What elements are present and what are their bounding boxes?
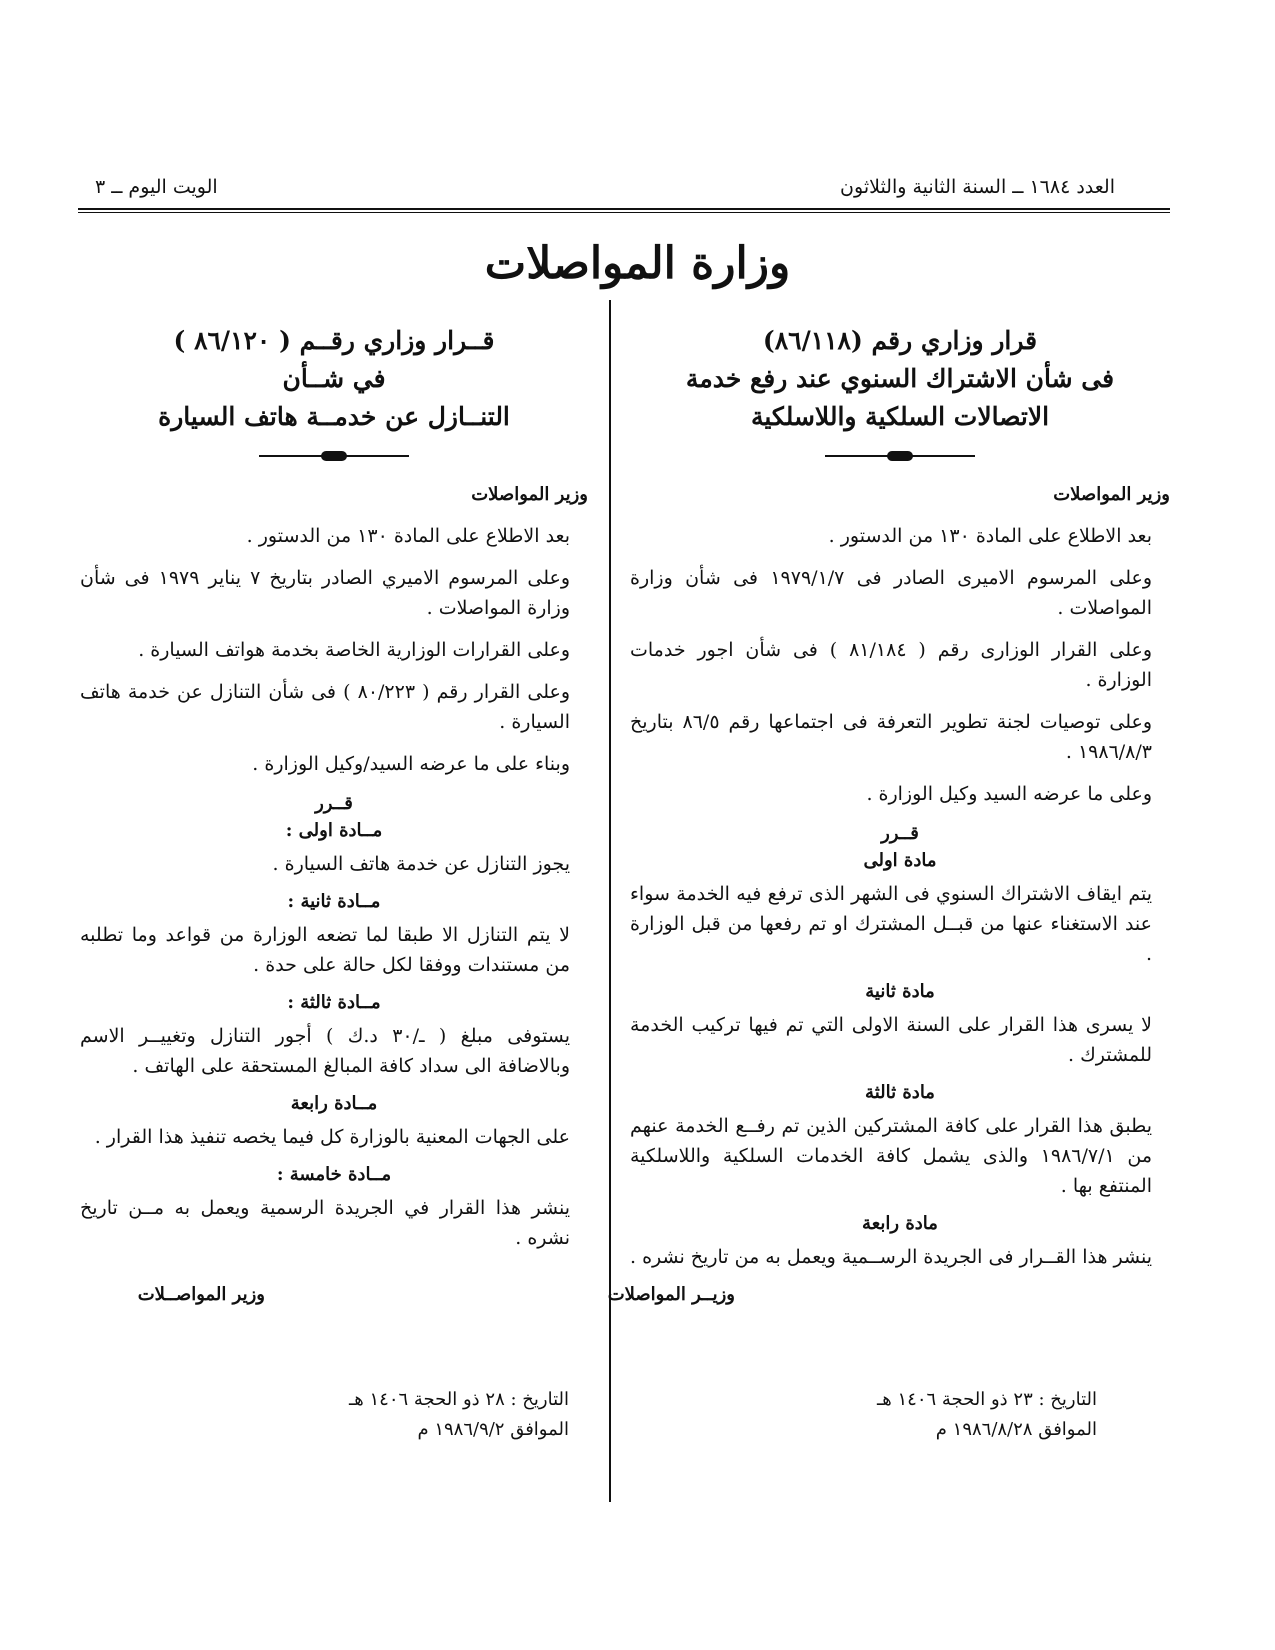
decree-120-signatory: وزير المواصلات bbox=[471, 484, 588, 505]
ornament-divider bbox=[825, 450, 975, 462]
article-text: لا يتم التنازل الا طبقا لما تضعه الوزارة من قواعد وما تطلبه من مستندات ووفقا لكل حالة على حدة . bbox=[80, 924, 570, 976]
preamble-paragraph: وبناء على ما عرضه السيد/وكيل الوزارة . bbox=[252, 753, 570, 775]
gregorian-date: الموافق ١٩٨٦/٩/٢ م bbox=[417, 1419, 569, 1440]
decree-120-column bbox=[80, 322, 588, 1265]
hijri-date: التاريخ : ٢٨ ذو الحجة ١٤٠٦ هـ bbox=[349, 1389, 569, 1410]
decree-118-signatory: وزير المواصلات bbox=[1053, 484, 1170, 505]
preamble-paragraph: وعلى القرار الوزارى رقم ( ٨١/١٨٤ ) فى شأن اجور خدمات الوزارة . bbox=[630, 639, 1152, 691]
article-heading: مادة ثالثة bbox=[865, 1082, 935, 1103]
article-heading: مــادة ثانية : bbox=[287, 891, 381, 912]
decree-118-column bbox=[630, 322, 1170, 1284]
decree-120-title-line: قــرار وزاري رقــم ( ٨٦/١٢٠ ) bbox=[173, 326, 495, 355]
decree-118-minister-signature: وزيــر المواصلات bbox=[607, 1284, 735, 1305]
decided-heading: قــرر bbox=[315, 793, 353, 814]
decree-120-dates bbox=[239, 1385, 569, 1445]
preamble-paragraph: وعلى المرسوم الاميرى الصادر فى ١٩٧٩/١/٧ فى شأن وزارة المواصلات . bbox=[630, 567, 1152, 619]
preamble-paragraph: وعلى القرارات الوزارية الخاصة بخدمة هواتف السيارة . bbox=[138, 639, 570, 661]
decree-118-title-line: الاتصالات السلكية واللاسلكية bbox=[750, 402, 1050, 431]
hijri-date: التاريخ : ٢٣ ذو الحجة ١٤٠٦ هـ bbox=[877, 1389, 1097, 1410]
decree-118-title-line: قرار وزاري رقم (٨٦/١١٨) bbox=[762, 326, 1038, 355]
decided-heading: قــرر bbox=[881, 823, 919, 844]
preamble-paragraph: بعد الاطلاع على المادة ١٣٠ من الدستور . bbox=[246, 525, 570, 547]
article-text: ينشر هذا القرار في الجريدة الرسمية ويعمل به مــن تاريخ نشره . bbox=[80, 1197, 570, 1249]
article-text: لا يسرى هذا القرار على السنة الاولى التي تم فيها تركيب الخدمة للمشترك . bbox=[630, 1014, 1152, 1066]
article-heading: مــادة اولى : bbox=[285, 820, 383, 841]
article-text: يستوفى مبلغ ( ـ/٣٠ د.ك ) أجور التنازل وتغييــر الاسم وبالاضافة الى سداد كافة المبالغ المستحقة على الهاتف . bbox=[80, 1025, 570, 1077]
decree-118-title-line: فى شأن الاشتراك السنوي عند رفع خدمة bbox=[685, 364, 1115, 393]
article-text: يطبق هذا القرار على كافة المشتركين الذين تم رفــع الخدمة عنهم من ١٩٨٦/٧/١ والذى يشمل كافة الخدمات السلكية واللاسلكية المنتفع بها . bbox=[630, 1115, 1152, 1197]
article-text: يجوز التنازل عن خدمة هاتف السيارة . bbox=[272, 853, 570, 875]
article-text: ينشر هذا القــرار فى الجريدة الرســمية ويعمل به من تاريخ نشره . bbox=[629, 1246, 1152, 1268]
article-text: يتم ايقاف الاشتراك السنوي فى الشهر الذى ترفع فيه الخدمة سواء عند الاستغناء عنها من قبــل المشترك او تم رفعها من قبل الوزارة . bbox=[630, 883, 1152, 965]
article-heading: مــادة خامسة : bbox=[276, 1164, 392, 1185]
preamble-paragraph: بعد الاطلاع على المادة ١٣٠ من الدستور . bbox=[828, 525, 1152, 547]
paper-header: الويت اليوم ــ ٣ bbox=[95, 176, 218, 198]
decree-118-title bbox=[630, 322, 1170, 436]
article-heading: مادة اولى bbox=[863, 850, 937, 871]
article-heading: مــادة ثالثة : bbox=[287, 992, 381, 1013]
decree-120-minister-signature: وزير المواصــلات bbox=[137, 1284, 265, 1305]
decree-120-title bbox=[80, 322, 588, 436]
preamble-paragraph: وعلى المرسوم الاميري الصادر بتاريخ ٧ يناير ١٩٧٩ فى شأن وزارة المواصلات . bbox=[80, 567, 571, 619]
preamble-paragraph: وعلى ما عرضه السيد وكيل الوزارة . bbox=[866, 783, 1152, 805]
column-divider bbox=[609, 300, 611, 1502]
issue-header: العدد ١٦٨٤ ــ السنة الثانية والثلاثون bbox=[840, 176, 1115, 198]
gregorian-date: الموافق ١٩٨٦/٨/٢٨ م bbox=[935, 1419, 1097, 1440]
ministry-title: وزارة المواصلات bbox=[484, 238, 791, 289]
decree-120-title-line: التنــازل عن خدمــة هاتف السيارة bbox=[158, 402, 510, 431]
article-heading: مــادة رابعة bbox=[290, 1093, 378, 1114]
ornament-divider bbox=[259, 450, 409, 462]
preamble-paragraph: وعلى القرار رقم ( ٨٠/٢٢٣ ) فى شأن التنازل عن خدمة هاتف السيارة . bbox=[80, 681, 570, 733]
preamble-paragraph: وعلى توصيات لجنة تطوير التعرفة فى اجتماعها رقم ٨٦/٥ بتاريخ ١٩٨٦/٨/٣ . bbox=[630, 711, 1152, 763]
decree-120-title-line: في شــأن bbox=[282, 364, 386, 393]
article-heading: مادة ثانية bbox=[865, 981, 935, 1002]
article-text: على الجهات المعنية بالوزارة كل فيما يخصه تنفيذ هذا القرار . bbox=[94, 1126, 570, 1148]
decree-118-dates bbox=[767, 1385, 1097, 1445]
header-rule bbox=[78, 208, 1170, 213]
article-heading: مادة رابعة bbox=[862, 1213, 938, 1234]
